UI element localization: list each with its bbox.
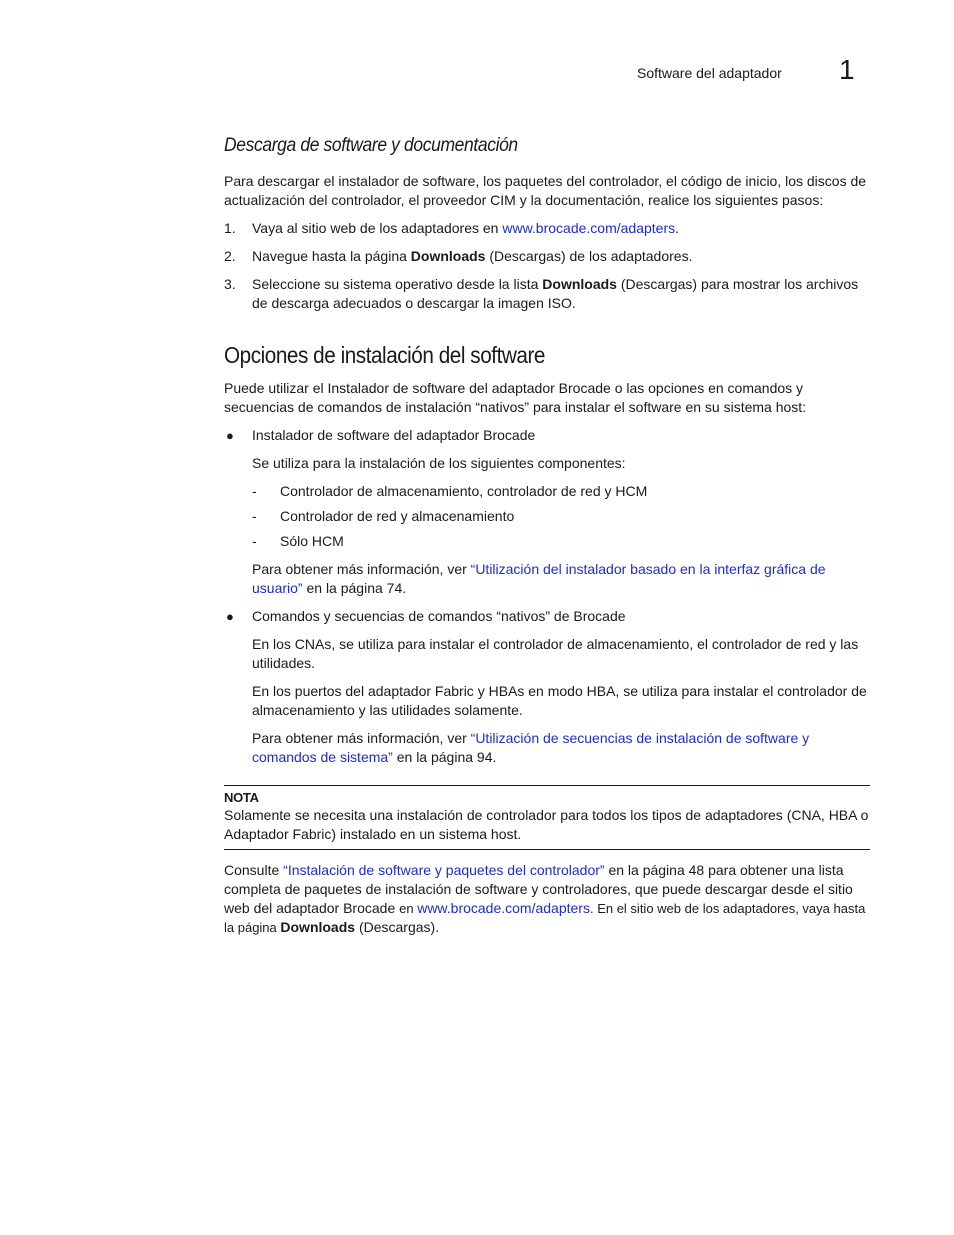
step-item: 2. Navegue hasta la página Downloads (Descargas) de los adaptadores. (224, 248, 693, 264)
options-intro: Puede utilizar el Instalador de software del adaptador Brocade o las opciones en comandos y secuencias de comandos de instalación “nativos” para instalar el software en su sistema host: (224, 380, 807, 415)
step-number: 2. (224, 248, 236, 264)
note-text: Solamente se necesita una instalación de controlador para todos los tipos de adaptadores (CNA, HBA o Adaptador Fabric) instalado en un sistema host. (224, 807, 869, 842)
step-item: 3. Seleccione su sistema operativo desde la lista Downloads (Descargas) para mostrar los archivos de descarga adecuados o descargar la imagen ISO. (224, 276, 859, 311)
bullet-title: Instalador de software del adaptador Brocade (252, 427, 536, 443)
downloads-term: Downloads (542, 276, 617, 292)
closing-paragraph: Consulte “Instalación de software y paquetes del controlador” en la página 48 para obtener una lista completa de paquetes de instalación de software y controladores, que puede descargar desde el sitio web del adaptador Brocade en www.brocade.com/adapters. En el sitio web de los adaptadores, vaya hasta la página Downloads (Descargas). (224, 862, 866, 935)
bullet-icon: ● (226, 428, 234, 443)
bullet-icon: ● (226, 609, 234, 624)
install-scripts-xref-link[interactable]: “Utilización de secuencias de instalación de software y comandos de sistema” (252, 730, 810, 765)
driver-packages-xref-link[interactable]: “Instalación de software y paquetes del controlador” (283, 862, 605, 878)
dash-list-item: - Controlador de red y almacenamiento (252, 508, 515, 524)
more-info-paragraph: Para obtener más información, ver “Utilización del instalador basado en la interfaz gráfica de usuario” en la página 74. (252, 561, 826, 596)
step-text: Vaya al sitio web de los adaptadores en (252, 220, 503, 236)
running-header-title: Software del adaptador (637, 65, 782, 81)
bullet-item-native-commands (224, 607, 870, 767)
downloads-term: Downloads (410, 248, 486, 264)
components-dash-list (252, 482, 870, 551)
bullet-description: Se utiliza para la instalación de los siguientes componentes: (252, 455, 626, 471)
step-text: Navegue hasta la página (252, 248, 411, 264)
brocade-adapters-link[interactable]: www.brocade.com/adapters (502, 220, 676, 236)
downloads-term: Downloads (280, 919, 356, 935)
options-bullet-list (224, 426, 870, 767)
step-item: 1. Vaya al sitio web de los adaptadores en www.brocade.com/adapters. (224, 220, 680, 236)
options-section-heading: Opciones de instalación del software (224, 342, 545, 368)
download-section-heading: Descarga de software y documentación (224, 135, 518, 156)
step-text: Seleccione su sistema operativo desde la lista (252, 276, 543, 292)
page-content (224, 134, 870, 946)
bullet-item-installer (224, 426, 870, 598)
bullet-paragraph: En los CNAs, se utiliza para instalar el controlador de almacenamiento, el controlador de red y las utilidades. (252, 636, 859, 671)
download-intro: Para descargar el instalador de software, los paquetes del controlador, el código de inicio, los discos de actualización del controlador, el proveedor CIM y la documentación, realice los siguientes pasos: (224, 173, 867, 208)
chapter-number: 1 (839, 54, 855, 85)
note-box (224, 785, 870, 850)
download-steps-list (224, 219, 870, 313)
more-info-paragraph: Para obtener más información, ver “Utilización de secuencias de instalación de software y comandos de sistema” en la página 94. (252, 730, 810, 765)
bullet-title: Comandos y secuencias de comandos “nativos” de Brocade (252, 608, 626, 624)
dash-list-item: - Controlador de almacenamiento, controlador de red y HCM (252, 483, 648, 499)
brocade-adapters-link[interactable]: www.brocade.com/adapters (417, 900, 590, 916)
gui-installer-xref-link[interactable]: “Utilización del instalador basado en la interfaz gráfica de usuario” (252, 561, 826, 596)
step-number: 1. (224, 220, 236, 236)
note-label: NOTA (224, 790, 259, 805)
bullet-paragraph: En los puertos del adaptador Fabric y HBAs en modo HBA, se utiliza para instalar el controlador de almacenamiento y las utilidades solamente. (252, 683, 867, 718)
step-number: 3. (224, 276, 236, 292)
dash-list-item: - Sólo HCM (252, 533, 344, 549)
